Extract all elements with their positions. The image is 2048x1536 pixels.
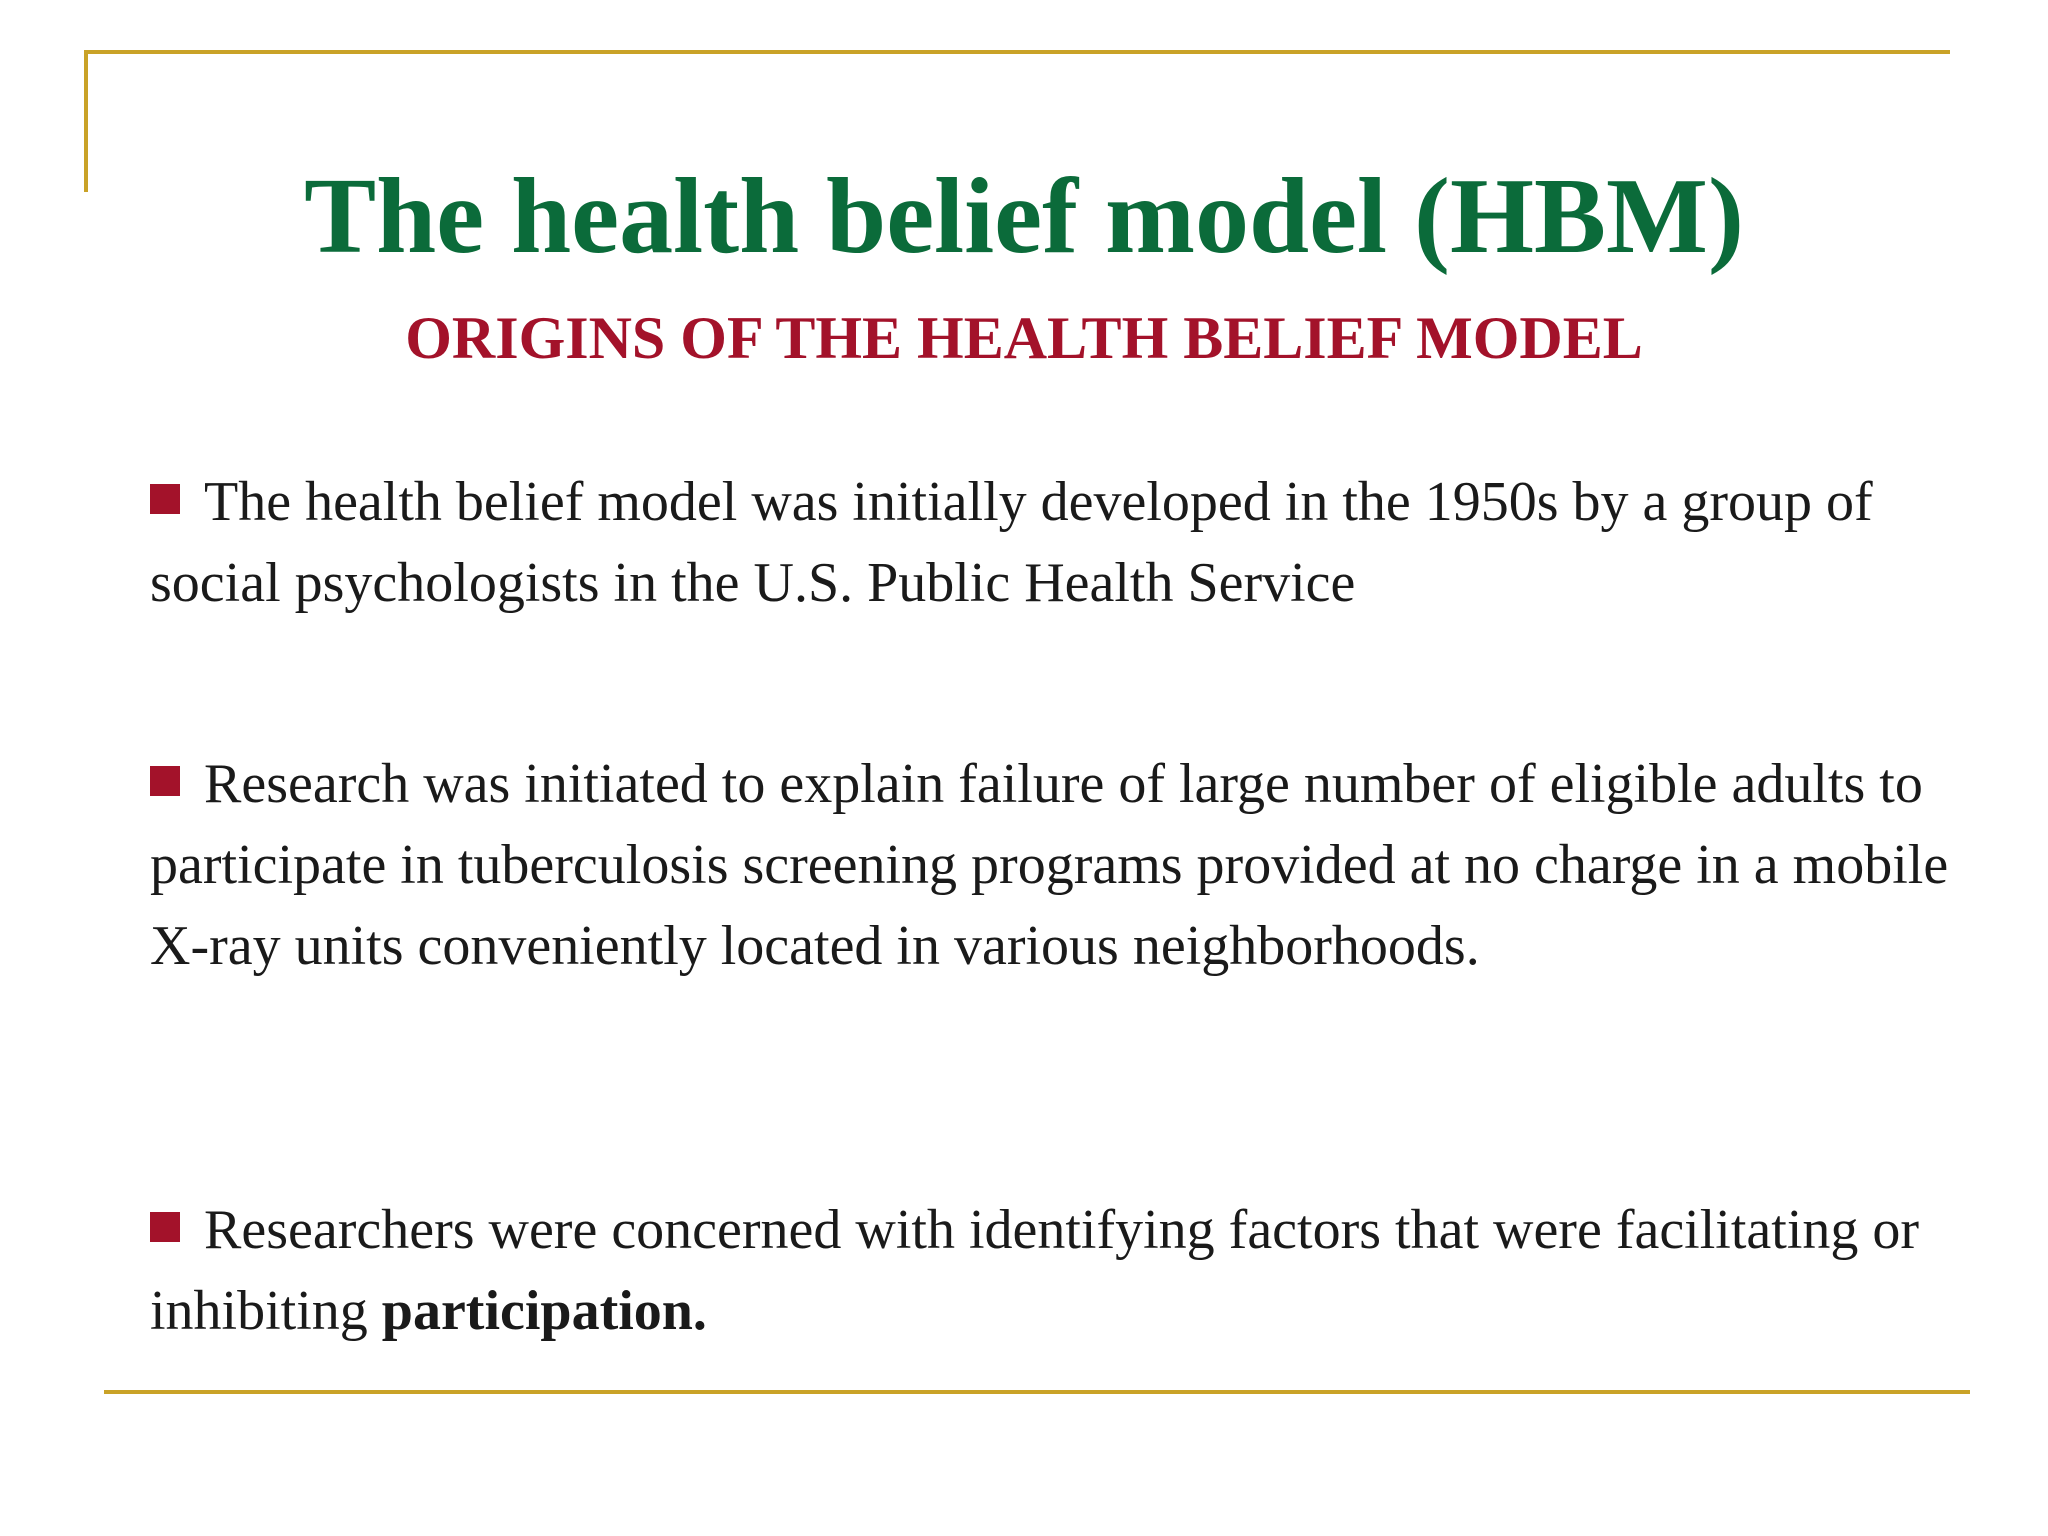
square-bullet-icon <box>150 766 180 796</box>
slide-title: The health belief model (HBM) <box>304 157 1744 277</box>
bullet-item-2 <box>150 744 1960 987</box>
bullet-text-3: Researchers were concerned with identifying factors that were facilitating or inhibiting <box>150 1199 1920 1342</box>
bullet-text-3-bold: participation. <box>381 1280 707 1342</box>
bullet-text-2: Research was initiated to explain failure of large number of eligible adults to participate in tuberculosis screening programs provided at no charge in a mobile X-ray units conveniently located in various neighborhoods. <box>150 753 1949 977</box>
bullet-item-3 <box>150 1190 1960 1352</box>
square-bullet-icon <box>150 1212 180 1242</box>
square-bullet-icon <box>150 484 180 514</box>
bullet-text-1: The health belief model was initially developed in the 1950s by a group of social psychologists in the U.S. Public Health Service <box>150 471 1873 614</box>
bottom-frame-line <box>104 1390 1970 1394</box>
bullet-item-1 <box>150 462 1960 624</box>
top-frame-line <box>84 50 1950 54</box>
slide-subtitle: ORIGINS OF THE HEALTH BELIEF MODEL <box>405 305 1643 371</box>
